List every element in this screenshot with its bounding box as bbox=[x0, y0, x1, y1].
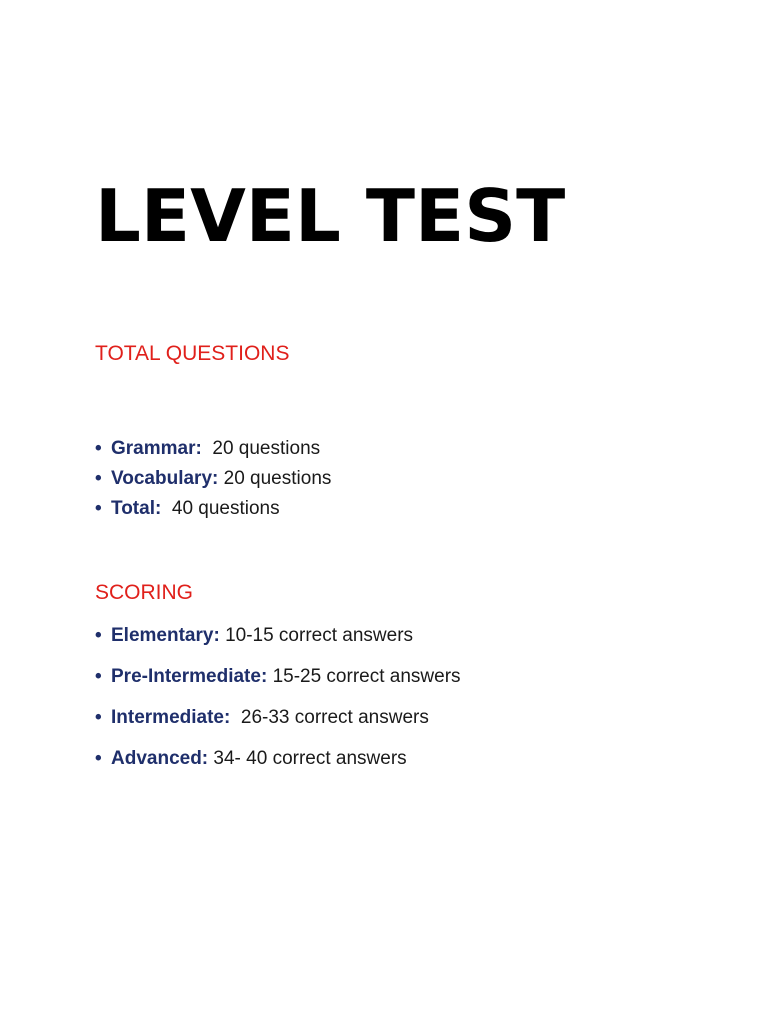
item-label: Pre-Intermediate: bbox=[111, 666, 268, 687]
item-label: Grammar: bbox=[111, 438, 202, 459]
item-value: 40 questions bbox=[171, 498, 280, 519]
item-label: Intermediate: bbox=[111, 707, 231, 728]
item-value: 15-25 correct answers bbox=[272, 666, 461, 687]
bullet-icon: • bbox=[95, 498, 102, 519]
list-item-intermediate bbox=[95, 704, 461, 745]
list-item-vocabulary bbox=[95, 465, 331, 495]
item-value: 26-33 correct answers bbox=[240, 707, 429, 728]
list-item-elementary bbox=[95, 622, 461, 663]
scoring-list bbox=[95, 622, 461, 786]
item-value: 10-15 correct answers bbox=[225, 625, 414, 646]
bullet-icon: • bbox=[95, 707, 102, 728]
item-value: 34- 40 correct answers bbox=[213, 748, 407, 769]
item-value: 20 questions bbox=[212, 438, 321, 459]
list-item-grammar bbox=[95, 435, 331, 465]
bullet-icon: • bbox=[95, 468, 102, 489]
bullet-icon: • bbox=[95, 748, 102, 769]
bullet-icon: • bbox=[95, 625, 102, 646]
list-item-advanced bbox=[95, 745, 461, 786]
total-questions-heading: TOTAL QUESTIONS bbox=[95, 342, 290, 365]
item-label: Vocabulary: bbox=[111, 468, 219, 489]
list-item-total bbox=[95, 495, 331, 525]
item-value: 20 questions bbox=[223, 468, 332, 489]
item-label: Total: bbox=[111, 498, 162, 519]
scoring-heading: SCORING bbox=[95, 581, 194, 604]
document-title: LEVEL TEST bbox=[95, 174, 566, 258]
item-label: Advanced: bbox=[111, 748, 209, 769]
total-questions-list bbox=[95, 435, 331, 525]
bullet-icon: • bbox=[95, 438, 102, 459]
item-label: Elementary: bbox=[111, 625, 220, 646]
bullet-icon: • bbox=[95, 666, 102, 687]
list-item-pre-intermediate bbox=[95, 663, 461, 704]
